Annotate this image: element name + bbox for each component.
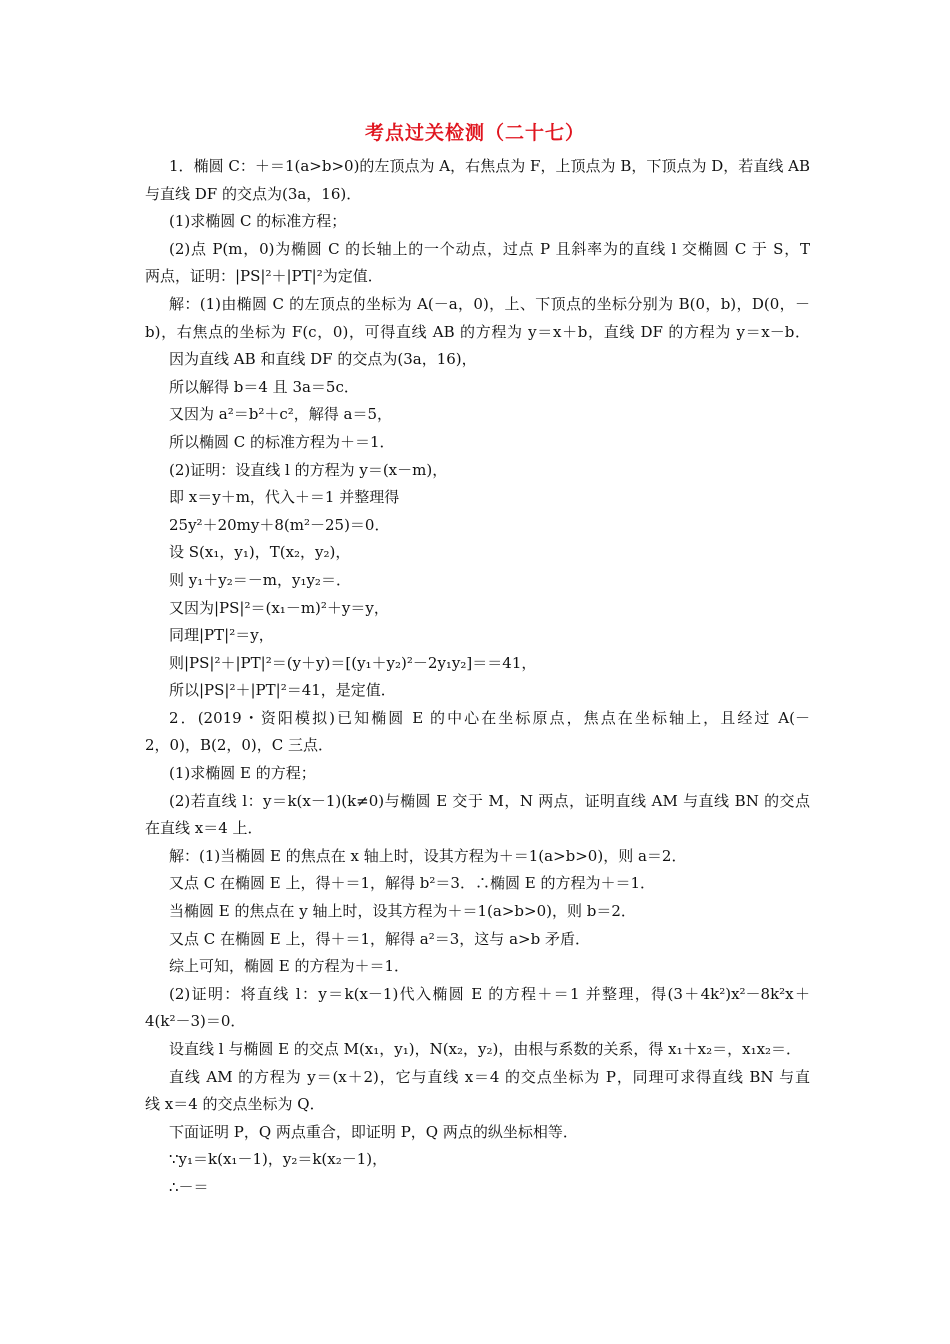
solution-line: ∴－＝ bbox=[169, 1177, 209, 1196]
solution-line: (2)证明：将直线 l：y＝k(x－1)代入椭圆 E 的方程＋＝1 并整理，得(3＋4k²)x²－8k²x＋ bbox=[169, 984, 810, 1003]
solution-line: 解：(1)当椭圆 E 的焦点在 x 轴上时，设其方程为＋＝1(a>b>0)，则 a＝2． bbox=[169, 846, 687, 865]
solution-line: 所以|PS|²＋|PT|²＝41，是定值． bbox=[169, 681, 396, 700]
problem-2-part-1: (1)求椭圆 E 的方程； bbox=[169, 764, 316, 783]
solution-line: 又因为|PS|²＝(x₁－m)²＋y＝y， bbox=[169, 598, 389, 617]
document-body bbox=[145, 153, 810, 1202]
problem-1-statement-line: 1．椭圆 C：＋＝1(a>b>0)的左顶点为 A，右焦点为 F，上顶点为 B，下顶点为 D，若直线 AB bbox=[169, 157, 810, 175]
solution-line: 设直线 l 与椭圆 E 的交点 M(x₁，y₁)，N(x₂，y₂)，由根与系数的关系，得 x₁＋x₂＝，x₁x₂＝． bbox=[169, 1040, 802, 1058]
solution-line: 又因为 a²＝b²＋c²，解得 a＝5， bbox=[169, 405, 393, 424]
solution-line: 下面证明 P，Q 两点重合，即证明 P，Q 两点的纵坐标相等． bbox=[169, 1122, 578, 1141]
solution-line: 则|PS|²＋|PT|²＝(y＋y)＝[(y₁＋y₂)²－2y₁y₂]＝＝41， bbox=[169, 653, 537, 672]
solution-line: 所以解得 b＝4 且 3a＝5c． bbox=[169, 377, 359, 396]
problem-1-part-2-line: (2)点 P(m，0)为椭圆 C 的长轴上的一个动点，过点 P 且斜率为的直线 l 交椭圆 C 于 S，T bbox=[169, 239, 810, 258]
solution-line: 所以椭圆 C 的标准方程为＋＝1． bbox=[169, 432, 395, 451]
solution-line: 4(k²－3)＝0． bbox=[145, 1012, 246, 1031]
solution-line: 同理|PT|²＝y， bbox=[169, 626, 274, 645]
problem-2-part-2-line: 在直线 x＝4 上． bbox=[145, 819, 263, 838]
solution-line: 线 x＝4 的交点坐标为 Q． bbox=[145, 1095, 325, 1114]
problem-1-part-1: (1)求椭圆 C 的标准方程； bbox=[169, 212, 347, 231]
problem-1-part-2-line: 两点，证明：|PS|²＋|PT|²为定值． bbox=[145, 267, 383, 286]
problem-1-statement-line: 与直线 DF 的交点为(3a，16)． bbox=[145, 184, 362, 203]
solution-line: 又点 C 在椭圆 E 上，得＋＝1，解得 a²＝3，这与 a>b 矛盾． bbox=[169, 929, 590, 948]
solution-line: (2)证明：设直线 l 的方程为 y＝(x－m)， bbox=[169, 460, 448, 479]
solution-line: 因为直线 AB 和直线 DF 的交点为(3a，16)， bbox=[169, 350, 477, 369]
problem-2-part-2-line: (2)若直线 l：y＝k(x－1)(k≠0)与椭圆 E 交于 M，N 两点，证明直线 AM 与直线 BN 的交点 bbox=[169, 791, 810, 810]
solution-line: 25y²＋20my＋8(m²－25)＝0． bbox=[169, 515, 390, 534]
solution-line: 当椭圆 E 的焦点在 y 轴上时，设其方程为＋＝1(a>b>0)，则 b＝2． bbox=[169, 902, 636, 921]
solution-line: 解：(1)由椭圆 C 的左顶点的坐标为 A(－a，0)，上、下顶点的坐标分别为 B(0，b)，D(0，－ bbox=[169, 294, 810, 313]
solution-line: 则 y₁＋y₂＝－m，y₁y₂＝． bbox=[169, 570, 351, 589]
problem-2-statement-line: 2，0)，B(2，0)，C 三点． bbox=[145, 736, 333, 755]
solution-line: 直线 AM 的方程为 y＝(x＋2)，它与直线 x＝4 的交点坐标为 P，同理可求得直线 BN 与直 bbox=[169, 1067, 810, 1086]
problem-2-statement-line: 2．(2019・资阳模拟)已知椭圆 E 的中心在坐标原点，焦点在坐标轴上，且经过 A(－ bbox=[169, 708, 810, 727]
solution-line: b)，右焦点的坐标为 F(c，0)，可得直线 AB 的方程为 y＝x＋b，直线 DF 的方程为 y＝x－b． bbox=[145, 322, 810, 341]
solution-line: ∵y₁＝k(x₁－1)，y₂＝k(x₂－1)， bbox=[169, 1150, 388, 1169]
solution-line: 综上可知，椭圆 E 的方程为＋＝1． bbox=[169, 957, 410, 976]
page-title: 考点过关检测（二十七） bbox=[364, 122, 585, 144]
solution-line: 又点 C 在椭圆 E 上，得＋＝1，解得 b²＝3．∴椭圆 E 的方程为＋＝1． bbox=[169, 874, 656, 893]
solution-line: 即 x＝y＋m，代入＋＝1 并整理得 bbox=[169, 488, 400, 507]
solution-line: 设 S(x₁，y₁)，T(x₂，y₂)， bbox=[169, 543, 351, 562]
